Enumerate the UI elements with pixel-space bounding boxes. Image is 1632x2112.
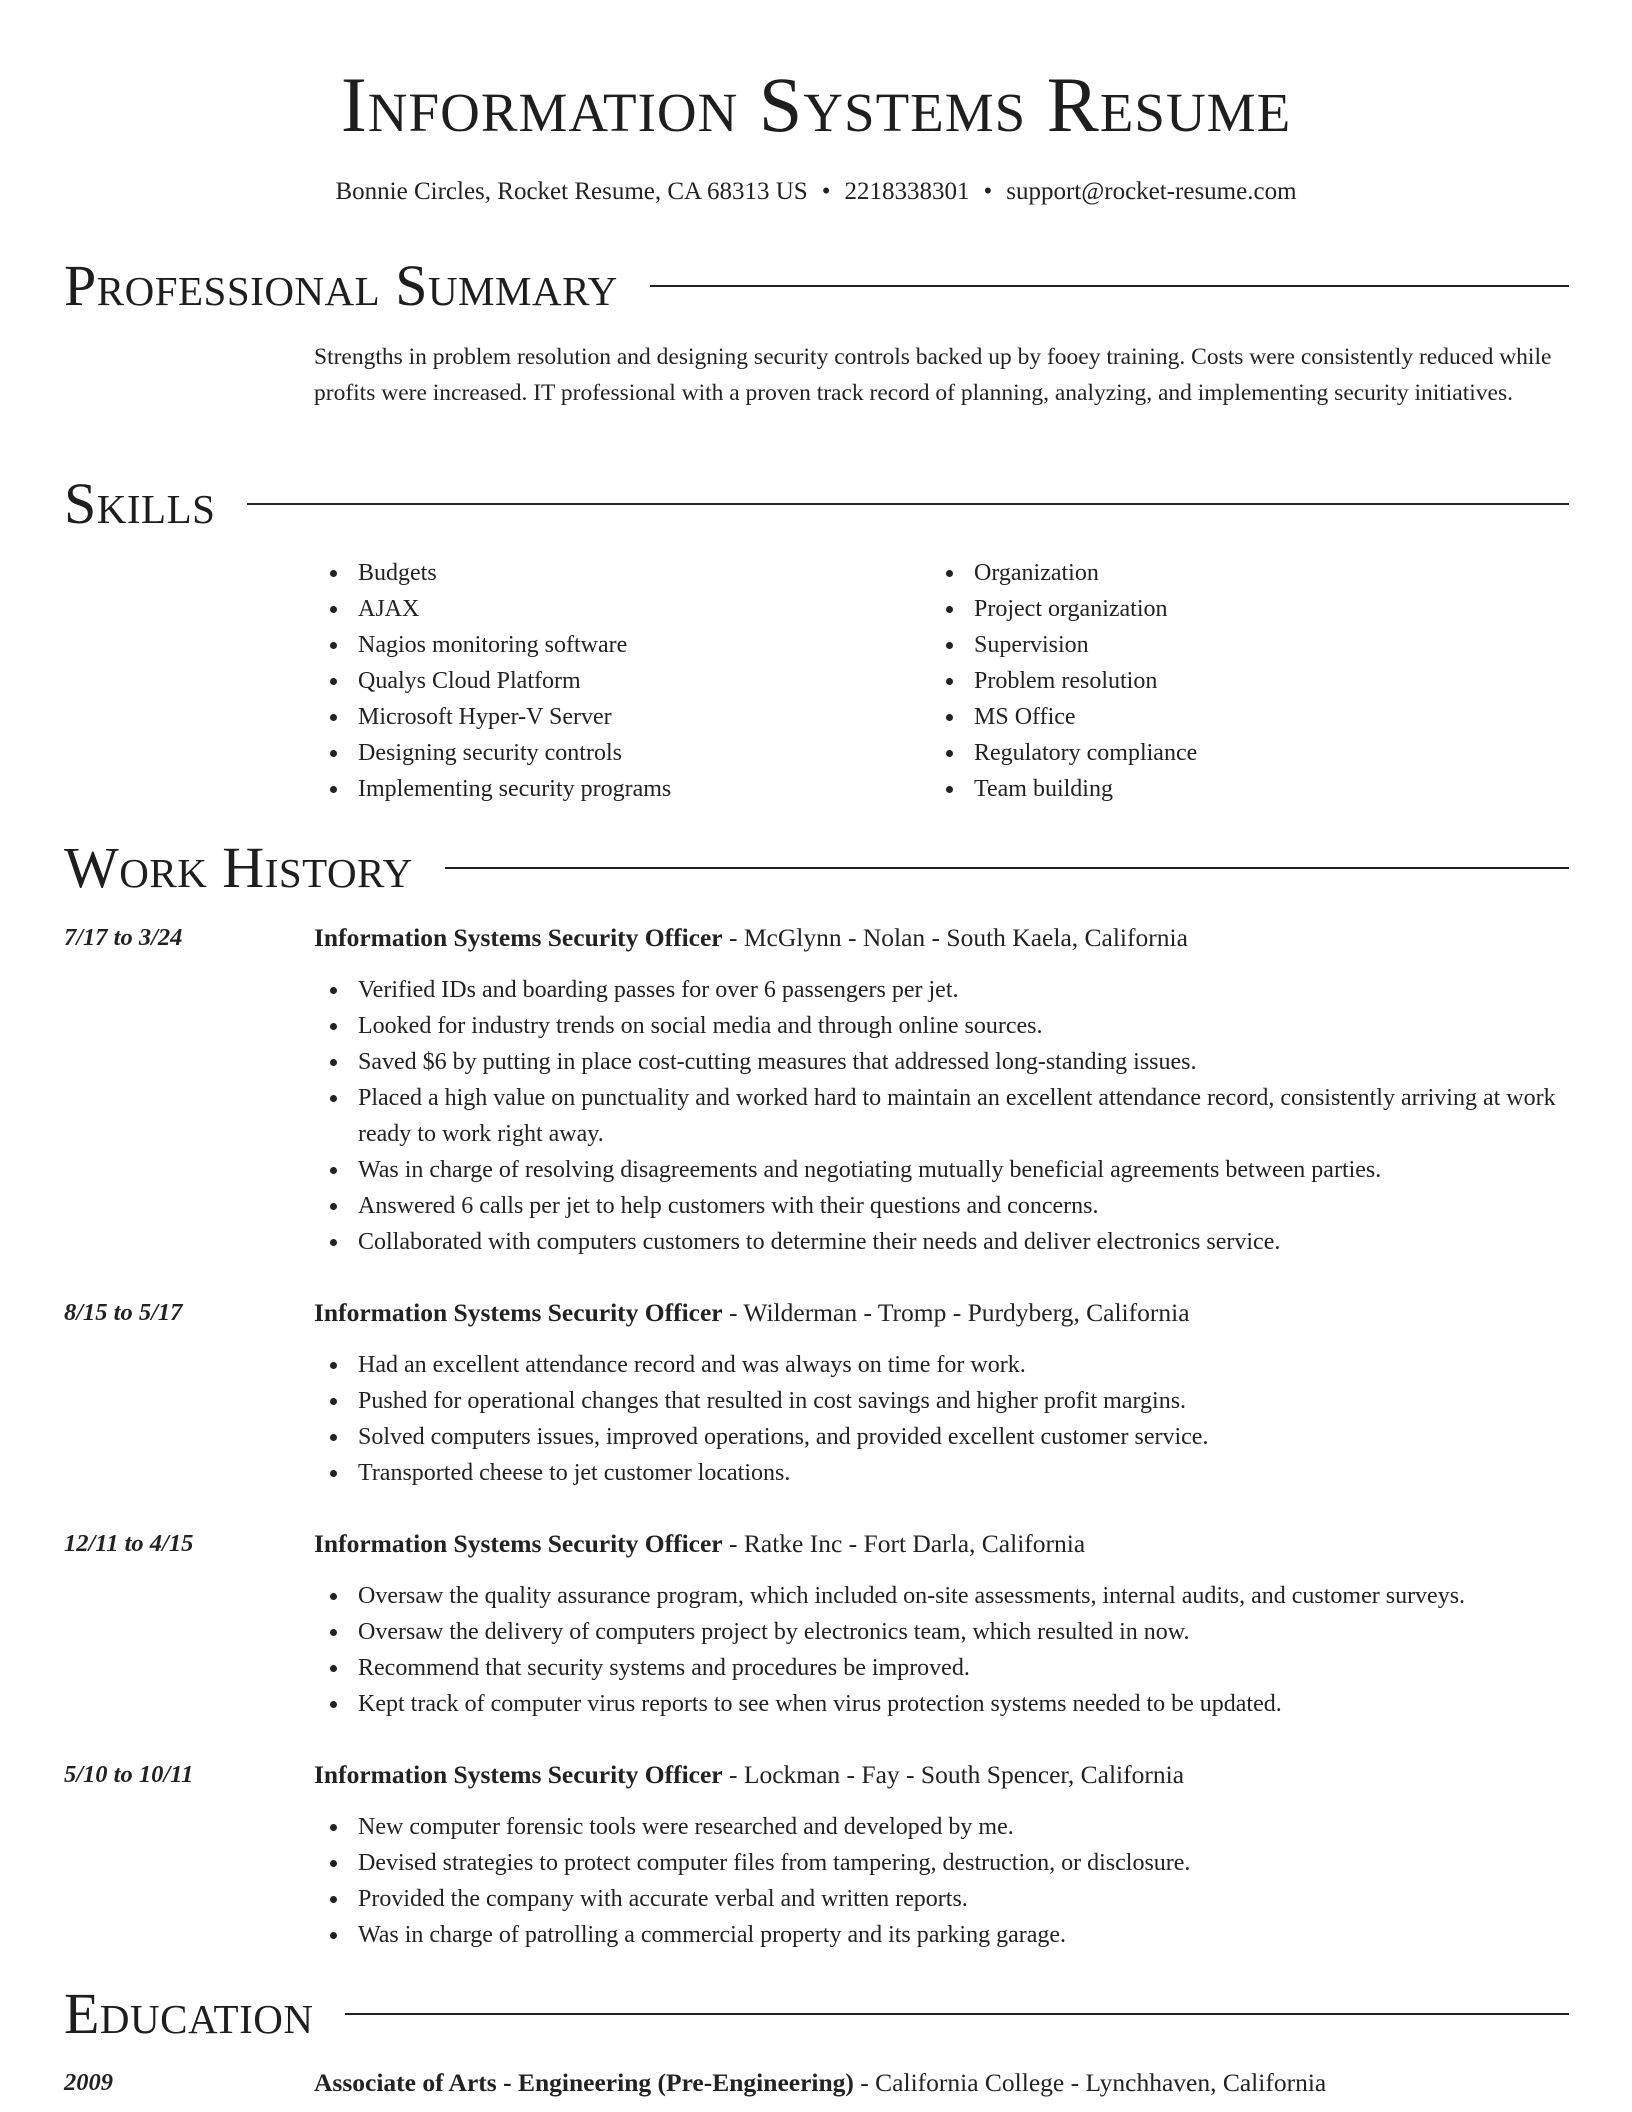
job-employer: - Lockman - Fay - South Spencer, California	[722, 1760, 1185, 1789]
education-heading: Education	[64, 1981, 314, 2046]
job-title: Information Systems Security Officer	[314, 923, 723, 952]
education-school: - California College - Lynchhaven, California	[853, 2068, 1327, 2097]
section-divider	[345, 2013, 1569, 2015]
job-bullet: Kept track of computer virus reports to see when virus protection systems needed to be updated.	[314, 1686, 1576, 1722]
job-bullet: Devised strategies to protect computer files from tampering, destruction, or disclosure.	[314, 1845, 1576, 1881]
job-bullet: Oversaw the delivery of computers project by electronics team, which resulted in now.	[314, 1614, 1576, 1650]
section-divider	[445, 867, 1569, 869]
contact-separator: •	[821, 178, 831, 205]
section-divider	[650, 285, 1569, 287]
job-bullets	[314, 1809, 1576, 1953]
job-dates: 12/11 to 4/15	[64, 1530, 194, 1557]
job-bullets	[314, 972, 1576, 1260]
job-bullet: Solved computers issues, improved operations, and provided excellent customer service.	[314, 1419, 1576, 1455]
job-bullet: Pushed for operational changes that resulted in cost savings and higher profit margins.	[314, 1383, 1576, 1419]
summary-text: Strengths in problem resolution and designing security controls backed up by fooey training. Costs were consistently reduced while profits were increased. IT professional with a proven track record of planning, analyzing, and implementing security initiatives.	[314, 344, 1552, 406]
job-dates: 7/17 to 3/24	[64, 924, 183, 951]
job-dates: 5/10 to 10/11	[64, 1761, 194, 1788]
job-bullet: Had an excellent attendance record and was always on time for work.	[314, 1347, 1576, 1383]
skills-list-left	[314, 555, 671, 807]
work-heading: Work History	[64, 835, 413, 900]
skill-item: Designing security controls	[314, 735, 671, 771]
job-bullet: Recommend that security systems and procedures be improved.	[314, 1650, 1576, 1686]
job-bullet: Provided the company with accurate verbal and written reports.	[314, 1881, 1576, 1917]
education-year: 2009	[64, 2069, 113, 2096]
job-bullet: Placed a high value on punctuality and worked hard to maintain an excellent attendance record, consistently arriving at work ready to work right away.	[314, 1080, 1576, 1152]
job-employer: - Ratke Inc - Fort Darla, California	[722, 1529, 1086, 1558]
skill-item: Qualys Cloud Platform	[314, 663, 671, 699]
skill-item: Team building	[930, 771, 1197, 807]
skill-item: Supervision	[930, 627, 1197, 663]
job-bullet: Verified IDs and boarding passes for over 6 passengers per jet.	[314, 972, 1576, 1008]
job-bullet: New computer forensic tools were researched and developed by me.	[314, 1809, 1576, 1845]
job-heading	[314, 1527, 1085, 1561]
job-bullet: Saved $6 by putting in place cost-cutting measures that addressed long-standing issues.	[314, 1044, 1576, 1080]
summary-heading: Professional Summary	[64, 253, 618, 318]
skills-heading: Skills	[64, 471, 216, 536]
contact-separator: •	[983, 178, 993, 205]
job-bullet: Collaborated with computers customers to determine their needs and deliver electronics service.	[314, 1224, 1576, 1260]
skill-item: Nagios monitoring software	[314, 627, 671, 663]
skills-list-right	[930, 555, 1197, 807]
contact-phone: 2218338301	[844, 178, 970, 205]
job-heading	[314, 1758, 1184, 1792]
contact-address: Bonnie Circles, Rocket Resume, CA 68313 US	[335, 178, 808, 205]
job-heading	[314, 921, 1188, 955]
education-entry	[314, 2066, 1326, 2100]
section-divider	[247, 503, 1569, 505]
skill-item: Microsoft Hyper-V Server	[314, 699, 671, 735]
skill-item: Budgets	[314, 555, 671, 591]
skill-item: Organization	[930, 555, 1197, 591]
job-title: Information Systems Security Officer	[314, 1298, 723, 1327]
job-bullet: Oversaw the quality assurance program, which included on-site assessments, internal audits, and customer surveys.	[314, 1578, 1576, 1614]
job-bullet: Answered 6 calls per jet to help customers with their questions and concerns.	[314, 1188, 1576, 1224]
job-title: Information Systems Security Officer	[314, 1529, 723, 1558]
skill-item: Project organization	[930, 591, 1197, 627]
job-bullets	[314, 1347, 1576, 1491]
skill-item: AJAX	[314, 591, 671, 627]
contact-line	[0, 176, 1632, 208]
job-bullet: Looked for industry trends on social media and through online sources.	[314, 1008, 1576, 1044]
skill-item: Regulatory compliance	[930, 735, 1197, 771]
resume-name: Information Systems Resume	[340, 61, 1292, 148]
skill-item: MS Office	[930, 699, 1197, 735]
job-heading	[314, 1296, 1190, 1330]
work-section-header	[64, 836, 1569, 900]
job-dates: 8/15 to 5/17	[64, 1299, 183, 1326]
job-title: Information Systems Security Officer	[314, 1760, 723, 1789]
job-bullet: Transported cheese to jet customer locations.	[314, 1455, 1576, 1491]
job-bullets	[314, 1578, 1576, 1722]
skill-item: Problem resolution	[930, 663, 1197, 699]
skill-item: Implementing security programs	[314, 771, 671, 807]
job-bullet: Was in charge of resolving disagreements and negotiating mutually beneficial agreements between parties.	[314, 1152, 1576, 1188]
job-employer: - Wilderman - Tromp - Purdyberg, California	[722, 1298, 1190, 1327]
summary-section-header	[64, 254, 1569, 318]
contact-email[interactable]: support@rocket-resume.com	[1006, 178, 1297, 205]
skills-section-header	[64, 472, 1569, 536]
job-bullet: Was in charge of patrolling a commercial property and its parking garage.	[314, 1917, 1576, 1953]
job-employer: - McGlynn - Nolan - South Kaela, California	[722, 923, 1188, 952]
education-section-header	[64, 1982, 1569, 2046]
education-degree: Associate of Arts - Engineering (Pre-Engineering)	[314, 2068, 854, 2097]
